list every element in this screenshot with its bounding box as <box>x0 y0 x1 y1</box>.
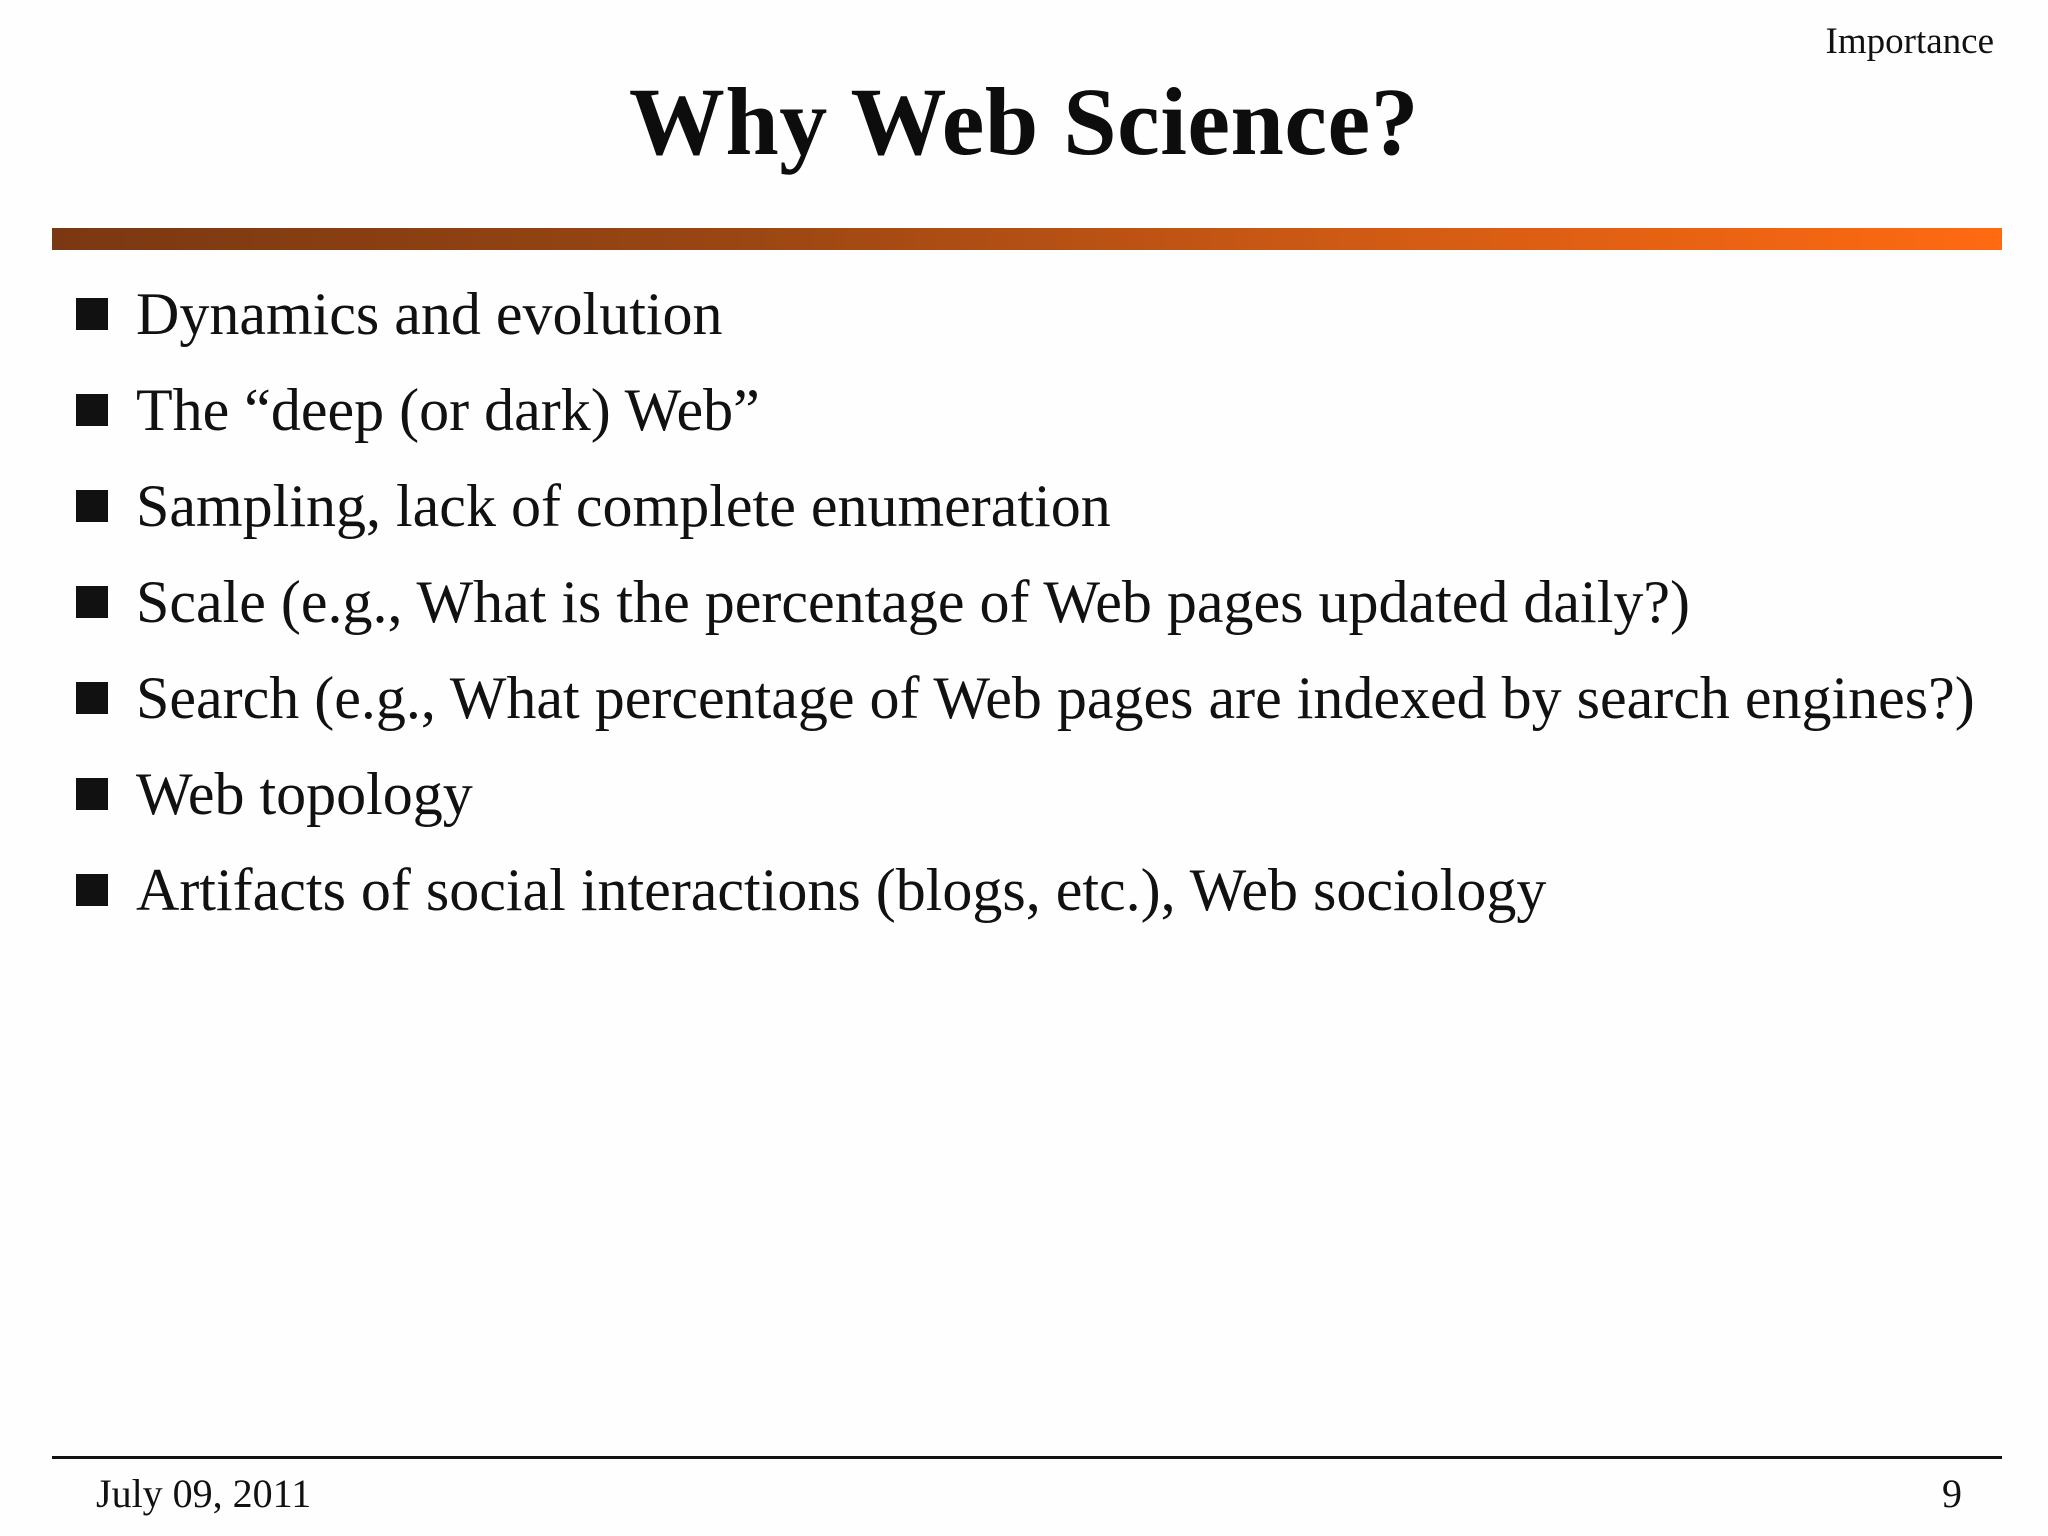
footer-date: July 09, 2011 <box>96 1471 312 1516</box>
bullet-text: Web topology <box>136 761 473 827</box>
square-bullet-icon <box>76 778 108 810</box>
bullet-item <box>76 566 1996 638</box>
bullet-text: Scale (e.g., What is the percentage of Web pages updated daily?) <box>136 569 1690 635</box>
bullet-item <box>76 854 1996 926</box>
square-bullet-icon <box>76 682 108 714</box>
title-divider <box>52 228 2002 250</box>
bullet-item <box>76 278 1996 350</box>
bullet-item <box>76 758 1996 830</box>
bullet-text: Sampling, lack of complete enumeration <box>136 473 1111 539</box>
bullet-text: Artifacts of social interactions (blogs, etc.), Web sociology <box>136 857 1547 923</box>
bullet-text: The “deep (or dark) Web” <box>136 377 760 443</box>
slide-title: Why Web Science? <box>628 68 1420 175</box>
square-bullet-icon <box>76 874 108 906</box>
square-bullet-icon <box>76 298 108 330</box>
bullet-item <box>76 662 1996 734</box>
section-tag: Importance <box>1825 21 1994 62</box>
page-number: 9 <box>1942 1471 1962 1516</box>
square-bullet-icon <box>76 394 108 426</box>
bullet-item <box>76 374 1996 446</box>
square-bullet-icon <box>76 586 108 618</box>
bullet-text: Search (e.g., What percentage of Web pages are indexed by search engines?) <box>136 665 1975 731</box>
bullet-item <box>76 470 1996 542</box>
bullet-list <box>76 278 1996 950</box>
footer-divider <box>52 1456 2002 1459</box>
bullet-text: Dynamics and evolution <box>136 281 723 347</box>
square-bullet-icon <box>76 490 108 522</box>
